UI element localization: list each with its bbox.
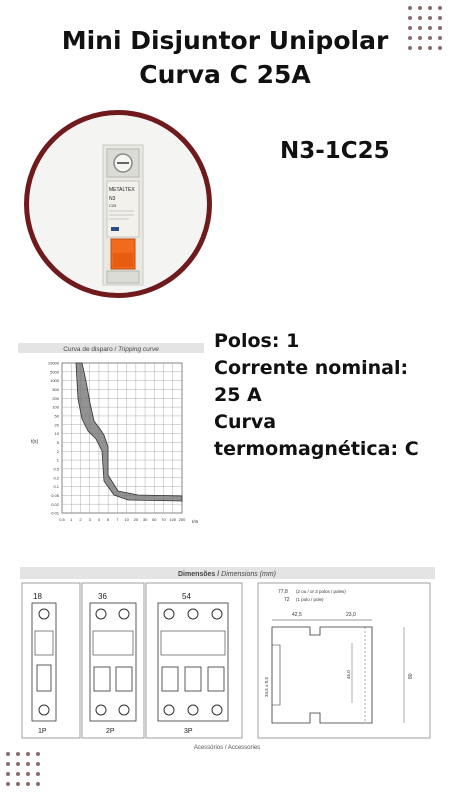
y-tick-label: 5 [56,440,59,446]
dim-345: 34,5 ± 0,5 [264,677,269,697]
y-tick-label: 50 [54,413,59,419]
brand-text: METALTEX [109,187,135,193]
width-3p: 54 [182,592,191,601]
breaker-1p-icon [32,603,56,721]
y-tick-label: 1 [56,457,59,463]
y-tick-label: 100 [52,404,59,410]
x-tick-label: 200 [178,517,186,522]
y-tick-label: 200 [52,395,59,401]
x-tick-label: 20 [133,517,139,522]
y-tick-label: 1000 [50,378,59,384]
dim-450: 45,0 [346,670,351,679]
curve-title-en: Tripping curve [118,346,159,353]
curve-title-pt: Curva de disparo [63,346,113,353]
label-3p: 3P [184,728,193,735]
page-title [0,24,450,92]
x-tick-label: 70 [161,517,166,522]
dimensions-title [178,571,276,578]
breaker-3p-icon [158,603,228,721]
product-photo [24,110,212,298]
width-1p: 18 [33,592,42,601]
breaker-2p-icon [90,603,136,721]
accessories-title: Acessórios / Accessories [193,745,261,750]
curve-title [63,346,159,353]
x-tick-label: 5 [107,517,110,522]
x-tick-label: 0.5 [59,517,65,522]
dimensions-title-en: Dimensions (mm) [221,571,277,578]
title-line-2: Curva C 25A [139,60,311,89]
title-line-1: Mini Disjuntor Unipolar [61,26,389,55]
x-tick-label: 50 [152,517,157,522]
model-code: N3-1C25 [280,138,390,164]
spec-poles: Polos: 1 [214,330,300,352]
dim-230: 23,0 [346,612,356,618]
dim-side-top: 77,8 [278,589,288,595]
y-tick-label: 0.01 [51,510,59,516]
dimensions-panel [20,563,435,750]
side-view-drawing [264,589,414,723]
dimensions-title-pt: Dimensões [177,571,216,578]
x-axis-ticks [59,517,186,522]
label-1p: 1P [38,728,47,735]
tripping-curve-chart [18,343,204,531]
x-tick-label: 4 [97,517,101,522]
y-tick-label: 0.5 [53,466,59,472]
y-tick-label: 0.2 [53,475,59,481]
y-tick-label: 0.1 [53,484,59,490]
dim-80: 80 [408,673,414,679]
width-2p: 36 [98,592,107,601]
tripping-curve-panel [18,343,204,531]
x-tick-label: 1 [70,517,73,522]
spec-current-label: Corrente nominal: [214,357,409,379]
y-axis-ticks [48,361,60,516]
model-text: N3 [109,196,116,202]
y-tick-label: 0.02 [51,501,59,507]
dim-side-note: (2 ou / or 3 polos / poles) [296,589,346,594]
label-2p: 2P [106,728,115,735]
rating-text: C25 [109,203,117,208]
y-tick-label: 20 [54,422,59,428]
x-tick-label: 3 [88,517,91,522]
curve-title-sep: / [112,346,119,353]
dim-425: 42,5 [292,612,302,618]
y-tick-label: 10 [54,431,59,437]
x-tick-label: 2 [79,517,82,522]
x-tick-label: 7 [116,517,119,522]
dim-side-note2: (1 polo / pole) [296,597,324,602]
x-axis-unit: I/In [192,519,199,524]
dim-side-72: 72 [284,597,290,603]
spec-curve-label: Curva [214,411,277,433]
y-tick-label: 500 [52,387,59,393]
y-axis-label: t(s) [31,439,39,445]
x-tick-label: 100 [169,517,177,522]
y-tick-label: 5000 [50,369,59,375]
spec-curve-value: termomagnética: C [214,438,419,460]
y-tick-label: 0.05 [51,492,59,498]
specs-list [214,328,419,463]
y-tick-label: 2 [56,448,59,454]
dimensions-title-sep: / [215,571,222,578]
y-tick-label: 10000 [47,360,59,366]
breaker-icon [29,115,207,293]
dimensions-drawing [20,563,435,750]
x-tick-label: 30 [142,517,148,522]
spec-current-value: 25 A [214,384,262,406]
x-tick-label: 10 [124,517,129,522]
decorative-dots-bottom-left [6,752,40,786]
